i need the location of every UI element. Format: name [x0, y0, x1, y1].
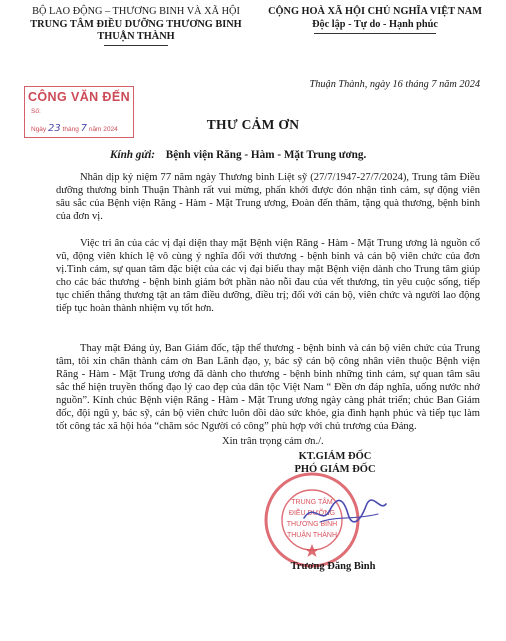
stamp-day-label: Ngày: [31, 126, 47, 133]
motto-underline: [314, 33, 436, 34]
seal-text-line3: THƯƠNG BINH: [286, 521, 338, 528]
signature-title-line1: KT.GIÁM ĐỐC: [298, 451, 372, 462]
seal-text-line4: THUẬN THÀNH: [286, 532, 338, 539]
letter-title: THƯ CẢM ƠN: [206, 117, 300, 132]
recipient-name: Bệnh viện Răng - Hàm - Mặt Trung ương.: [165, 149, 367, 161]
stamp-day-value: 23: [48, 123, 61, 134]
stamp-month-value: 7: [80, 123, 88, 134]
seal-star-icon: [305, 544, 319, 557]
recipient-label: Kính gửi:: [110, 149, 155, 161]
ministry-name: BỘ LAO ĐỘNG – THƯƠNG BINH VÀ XÃ HỘI: [32, 6, 240, 17]
body-paragraph-1: Nhân dịp kỷ niệm 77 năm ngày Thương binh Liệt sỹ (27/7/1947-27/7/2024), Trung tâm Điều dưỡng thương binh Thuận Thành rất vui mừng, phấn khởi được đón nhận tình cảm, sự động viên sâu sắc của Bệnh viện Răng - Hàm - Mặt Trung ương, Đoàn đến thăm, tặng quà thương, bệnh binh của đơn vị.: [56, 172, 480, 222]
signature-title-line2: PHÓ GIÁM ĐỐC: [294, 463, 376, 475]
body-paragraph-2: Việc tri ân của các vị đại diện thay mặt Bệnh viện Răng - Hàm - Mặt Trung ương là nguồn cổ vũ, động viên khích lệ vô cùng ý nghĩa đối với thương - bệnh binh và cán bộ viên chức của đơn vị.Tình cảm, sự quan tâm đặc biệt của các vị đại biểu thay mặt Bệnh viện dành cho Trung tâm giúp cho các bác thương - bệnh binh giảm bớt phần nào nỗi đau của vết thương, tin yêu cuộc sống, tiếp tục chiến thắng thương tật an tâm điều dưỡng, điều trị; đối với cán bộ, viên chức và người lao động tiếp tục hoàn thành nhiệm vụ tốt hơn.: [56, 238, 480, 314]
issuer-header: [20, 6, 252, 44]
closing-line: Xin trân trọng cảm ơn./.: [222, 436, 324, 447]
recipient-line: [110, 149, 366, 161]
country-name: CỘNG HOÀ XÃ HỘI CHỦ NGHĨA VIỆT NAM: [268, 6, 482, 17]
organization-name-line2: THUẬN THÀNH: [97, 31, 175, 42]
organization-name-line1: TRUNG TÂM ĐIỀU DƯỠNG THƯƠNG BINH: [30, 18, 242, 30]
stamp-month-label: tháng: [62, 126, 79, 133]
stamp-year-label: năm: [88, 126, 102, 133]
date-line: Thuận Thành, ngày 16 tháng 7 năm 2024: [309, 79, 480, 90]
stamp-number-label: Số:: [31, 108, 41, 115]
seal-text-line2: ĐIỀU DƯỠNG: [288, 510, 336, 517]
seal-text-line1: TRUNG TÂM: [291, 499, 333, 506]
body-paragraph-3: Thay mặt Đảng ủy, Ban Giám đốc, tập thể thương - bệnh binh và cán bộ viên chức của Trung tâm, tôi xin chân thành cảm ơn Ban Lãnh đạo, y, bác sỹ cán bộ công nhân viên thuộc Bệnh viện Răng - Hàm - Mặt Trung ương đã dành cho thương - bệnh binh những tình cảm, sự quan tâm sâu sắc thể hiện truyền thống đạo lý cao đẹp của dân tộc Việt Nam “ Đền ơn đáp nghĩa, uống nước nhớ nguồn”. Kính chúc Bệnh viện Răng - Hàm - Mặt Trung ương ngày càng phát triển; chúc Ban Giám đốc, đội ngũ y, bác sỹ, cán bộ viên chức luôn dồi dào sức khỏe, gia đình hạnh phúc và tiếp tục làm tốt công tác xã hội hóa “chăm sóc Người có công” phù hợp với chủ trương của Đảng.: [56, 343, 480, 432]
national-motto: Độc lập - Tự do - Hạnh phúc: [312, 18, 438, 30]
stamp-year-value: 2024: [103, 126, 118, 133]
signer-name: Trương Đăng Bình: [290, 561, 376, 572]
issuer-underline: [104, 45, 168, 46]
national-header: [250, 6, 500, 31]
stamp-title: CÔNG VĂN ĐẾN: [27, 90, 131, 104]
handwritten-signature: [300, 492, 390, 532]
